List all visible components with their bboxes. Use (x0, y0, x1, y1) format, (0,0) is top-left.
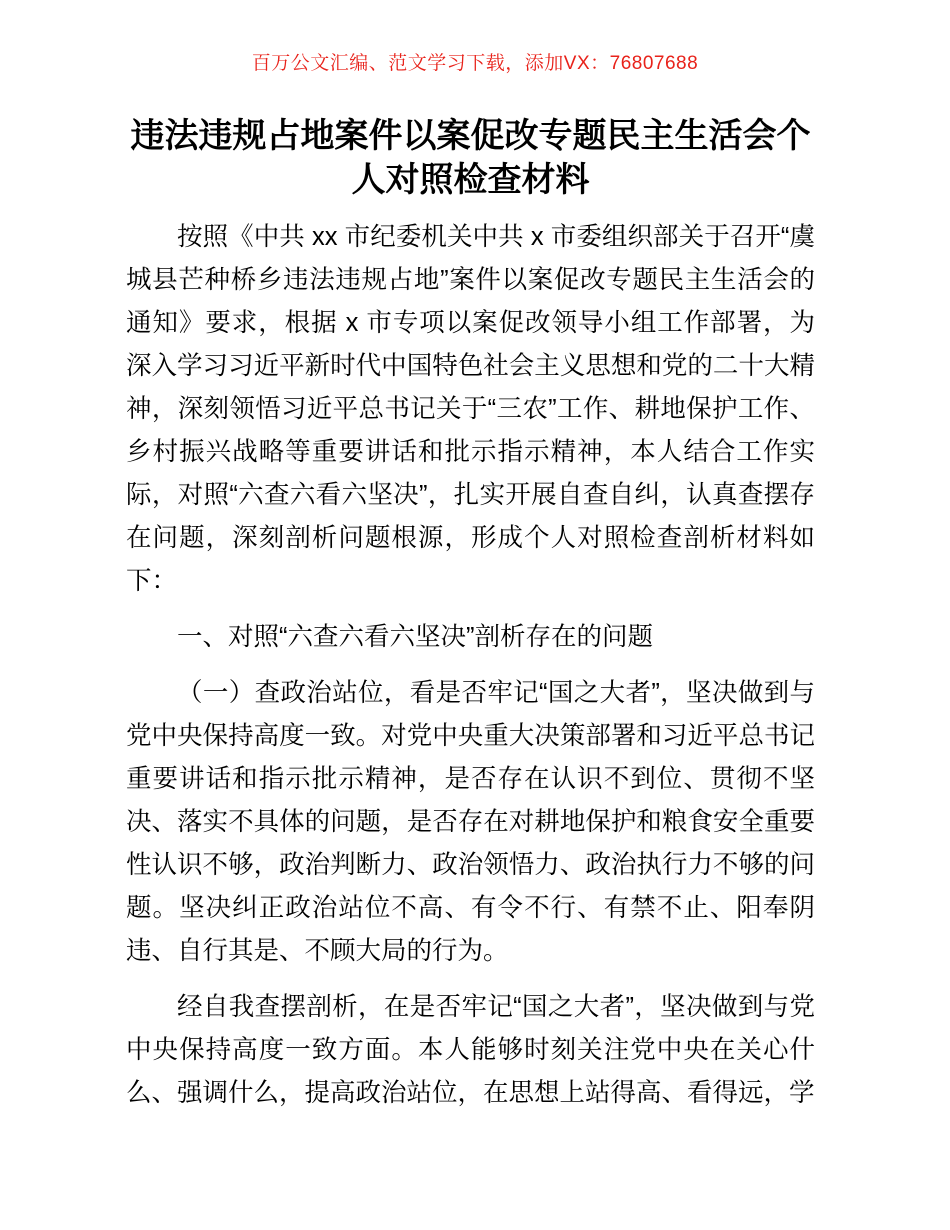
document-content (0, 114, 950, 1115)
document-body (126, 216, 815, 1115)
promo-banner: 百万公文汇编、范文学习下载，添加VX：76807688 (251, 53, 699, 74)
intro-paragraph: 按照《中共 xx 市纪委机关中共 x 市委组织部关于召开“虞城县芒种桥乡违法违规占地”案件以案促改专题民主生活会的通知》要求，根据 x 市专项以案促改领导小组工作部署，为深入学习习近平新时代中国特色社会主义思想和党的二十大精神，深刻领悟习近平总书记关于“三农”工作、耕地保护工作、乡村振兴战略等重要讲话和批示指示精神，本人结合工作实际，对照“六查六看六坚决”，扎实开展自查自纠，认真查摆存在问题，深刻剖析问题根源，形成个人对照检查剖析材料如下： (126, 223, 815, 595)
document-title: 违法违规占地案件以案促改专题民主生活会个人对照检查材料 (130, 117, 811, 199)
section-heading: 一、对照“六查六看六坚决”剖析存在的问题 (177, 623, 653, 651)
problem-analysis-paragraph: （一）查政治站位，看是否牢记“国之大者”，坚决做到与党中央保持高度一致。对党中央重大决策部署和习近平总书记重要讲话和指示批示精神，是否存在认识不到位、贯彻不坚决、落实不具体的问题，是否存在对耕地保护和粮食安全重要性认识不够，政治判断力、政治领悟力、政治执行力不够的问题。坚决纠正政治站位不高、有令不行、有禁不止、阳奉阴违、自行其是、不顾大局的行为。 (126, 679, 815, 965)
self-review-paragraph: 经自我查摆剖析，在是否牢记“国之大者”，坚决做到与党中央保持高度一致方面。本人能够时刻关注党中央在关心什么、强调什么，提高政治站位，在思想上站得高、看得远，学 (126, 993, 815, 1107)
